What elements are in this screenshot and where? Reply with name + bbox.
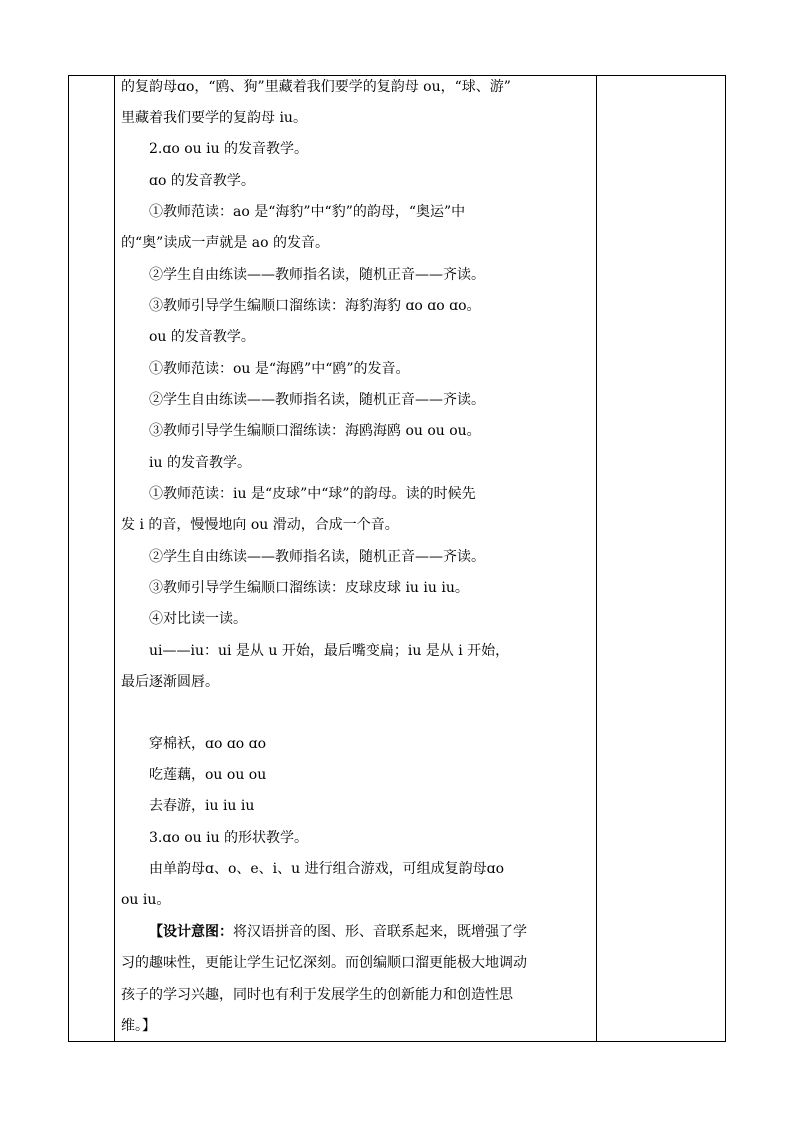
design-note-line: [149, 923, 527, 941]
text-line: 里藏着我们要学的复韵母 iu。: [121, 110, 307, 126]
text-line: 发 i 的音，慢慢地向 ou 滑动，合成一个音。: [121, 517, 399, 533]
text-line: ①教师范读：iu 是“皮球”中“球”的韵母。读的时候先: [149, 486, 476, 502]
text-line: ②学生自由练读——教师指名读，随机正音——齐读。: [149, 392, 485, 408]
text-line: ②学生自由练读——教师指名读，随机正音——齐读。: [149, 549, 485, 565]
design-note-line: 习的趣味性，更能让学生记忆深刻。而创编顺口溜更能极大地调动: [121, 955, 527, 971]
text-line: 最后逐渐圆唇。: [121, 674, 219, 690]
design-note-text: 将汉语拼音的图、形、音联系起来，既增强了学: [233, 924, 527, 940]
text-line: ③教师引导学生编顺口溜练读：海鸥海鸥 ou ou ou。: [149, 423, 481, 439]
subsection-heading: iu 的发音教学。: [149, 455, 251, 471]
rhyme-line: 穿棉袄，ɑo ɑo ɑo: [149, 736, 267, 752]
text-line: ③教师引导学生编顺口溜练读：海豹海豹 ɑo ɑo ɑo。: [149, 298, 481, 314]
text-line: ou iu。: [121, 892, 171, 908]
left-column-divider: [114, 76, 115, 1041]
section-heading: 2.ɑo ou iu 的发音教学。: [149, 141, 309, 157]
design-note-line: 孩子的学习兴趣，同时也有利于发展学生的创新能力和创造性思: [121, 987, 513, 1003]
subsection-heading: ou 的发音教学。: [149, 329, 255, 345]
subsection-heading: ɑo 的发音教学。: [149, 173, 255, 189]
text-line: ①教师范读：ou 是“海鸥”中“鸥”的发音。: [149, 361, 410, 377]
lesson-table: [68, 75, 726, 1042]
text-line: ①教师范读：ao 是“海豹”中“豹”的韵母，“奥运”中: [149, 204, 466, 220]
design-note-heading: 【设计意图：: [149, 924, 233, 940]
text-line: 的复韵母ɑo，“鸥、狗”里藏着我们要学的复韵母 ou，“球、游”: [121, 79, 511, 95]
text-line: ②学生自由练读——教师指名读，随机正音——齐读。: [149, 267, 485, 283]
rhyme-line: 吃莲藕，ou ou ou: [149, 767, 267, 783]
text-line: ③教师引导学生编顺口溜练读：皮球皮球 iu iu iu。: [149, 580, 469, 596]
design-note-line: 维。】: [121, 1018, 156, 1034]
text-line: 由单韵母ɑ、o、e、i、u 进行组合游戏，可组成复韵母ɑo: [149, 861, 505, 877]
section-heading: 3.ɑo ou iu 的形状教学。: [149, 830, 309, 846]
text-line: 的“奥”读成一声就是 ao 的发音。: [121, 235, 329, 251]
rhyme-line: 去春游，iu iu iu: [149, 798, 255, 814]
right-column-divider: [596, 76, 597, 1041]
text-line: ④对比读一读。: [149, 611, 247, 627]
text-line: ui——iu：ui 是从 u 开始，最后嘴变扁；iu 是从 i 开始，: [149, 643, 510, 659]
